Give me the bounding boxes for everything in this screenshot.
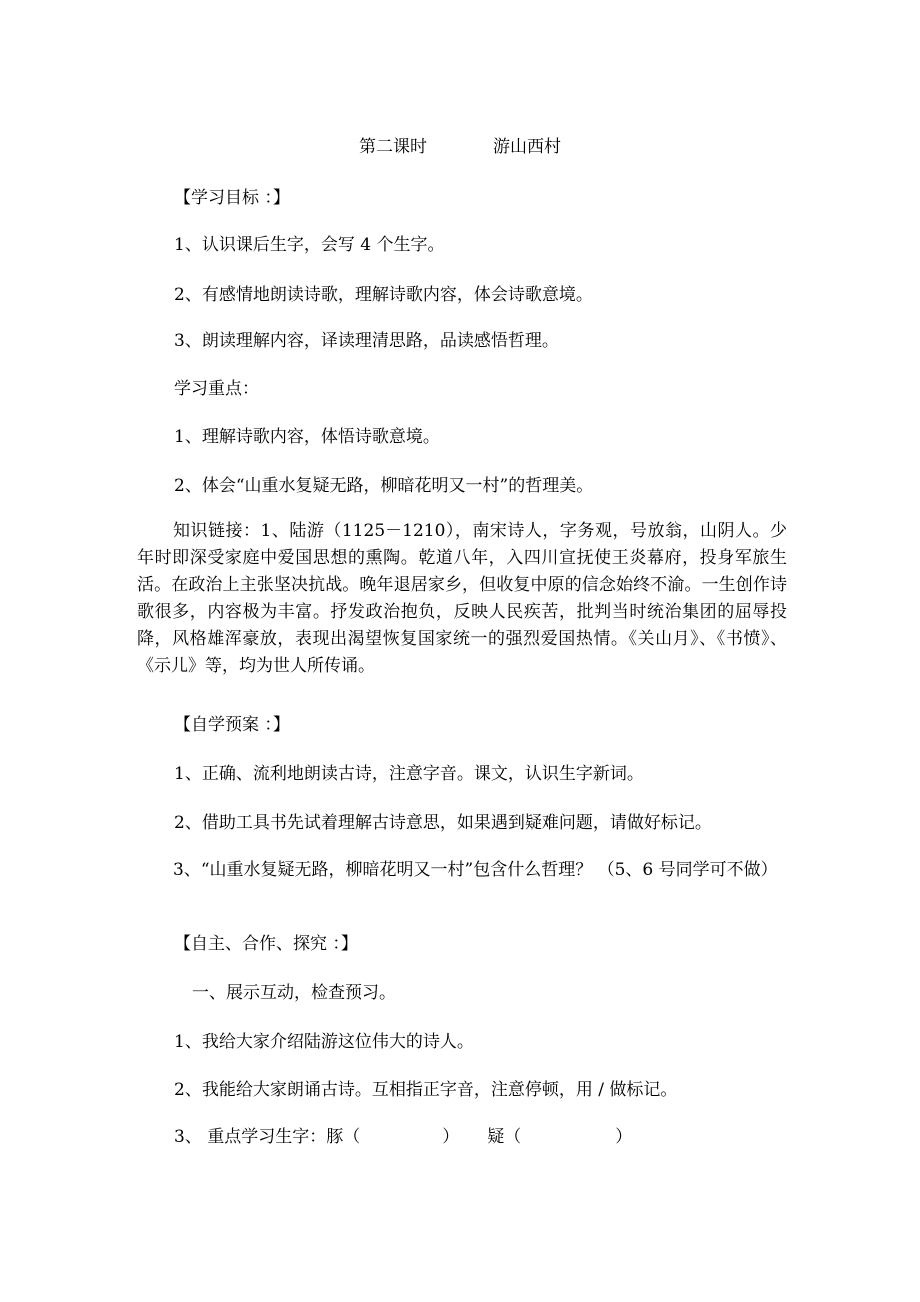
- preview-header: 【自学预案 ：】: [174, 715, 290, 735]
- goal-item: 1、认识课后生字，会写 4 个生字。: [174, 235, 445, 255]
- explore-item: 2、我能给大家朗诵古诗。互相指正字音，注意停顿，用 / 做标记。: [174, 1080, 678, 1100]
- characters-second: 疑（: [487, 1127, 522, 1147]
- goals-header: 【学习目标 ：】: [174, 188, 290, 208]
- goal-item: 2、有感情地朗读诗歌，理解诗歌内容，体会诗歌意境。: [174, 285, 593, 305]
- explore-item: 1、我给大家介绍陆游这位伟大的诗人。: [174, 1032, 474, 1052]
- preview-item: 3、“山重水复疑无路，柳暗花明又一村”包含什么哲理？ （5、6 号同学可不做）: [173, 860, 778, 880]
- focus-item: 2、体会“山重水复疑无路，柳暗花明又一村”的哲理美。: [174, 476, 594, 496]
- goal-item: 3、朗读理解内容，译读理清思路，品读感悟哲理。: [174, 331, 559, 351]
- explore-item-characters: [174, 1125, 632, 1149]
- characters-close: ）: [442, 1127, 460, 1147]
- lesson-number: 第二课时: [359, 137, 427, 157]
- focus-item: 1、理解诗歌内容，体悟诗歌意境。: [174, 427, 440, 447]
- knowledge-link-paragraph: 知识链接：1、陆游（1125－1210），南宋诗人，字务观，号放翁，山阴人。少年时即深受家庭中爱国思想的熏陶。乾道八年，入四川宣抚使王炎幕府，投身军旅生活。在政治上主张坚决抗战。晚年退居家乡，但收复中原的信念始终不渝。一生创作诗歌很多，内容极为丰富。抒发政治抱负，反映人民疾苦，批判当时统治集团的屈辱投降，风格雄浑豪放，表现出渴望恢复国家统一的强烈爱国热情。《关山月》、《书愤》、《示儿》等，均为世人所传诵。: [137, 521, 787, 676]
- explore-subheader: 一、展示互动，检查预习。: [192, 983, 396, 1003]
- focus-header: 学习重点：: [174, 379, 259, 399]
- characters-close: ）: [615, 1127, 633, 1147]
- preview-item: 2、借助工具书先试着理解古诗意思，如果遇到疑难问题，请做好标记。: [174, 813, 712, 833]
- explore-header: 【自主、合作、探究 ：】: [174, 934, 358, 954]
- poem-title: 游山西村: [493, 137, 561, 157]
- preview-item: 1、正确、流利地朗读古诗，注意字音。课文，认识生字新词。: [174, 764, 644, 784]
- characters-prefix: 3、 重点学习生字：豚（: [174, 1127, 361, 1147]
- lesson-title: [0, 135, 920, 159]
